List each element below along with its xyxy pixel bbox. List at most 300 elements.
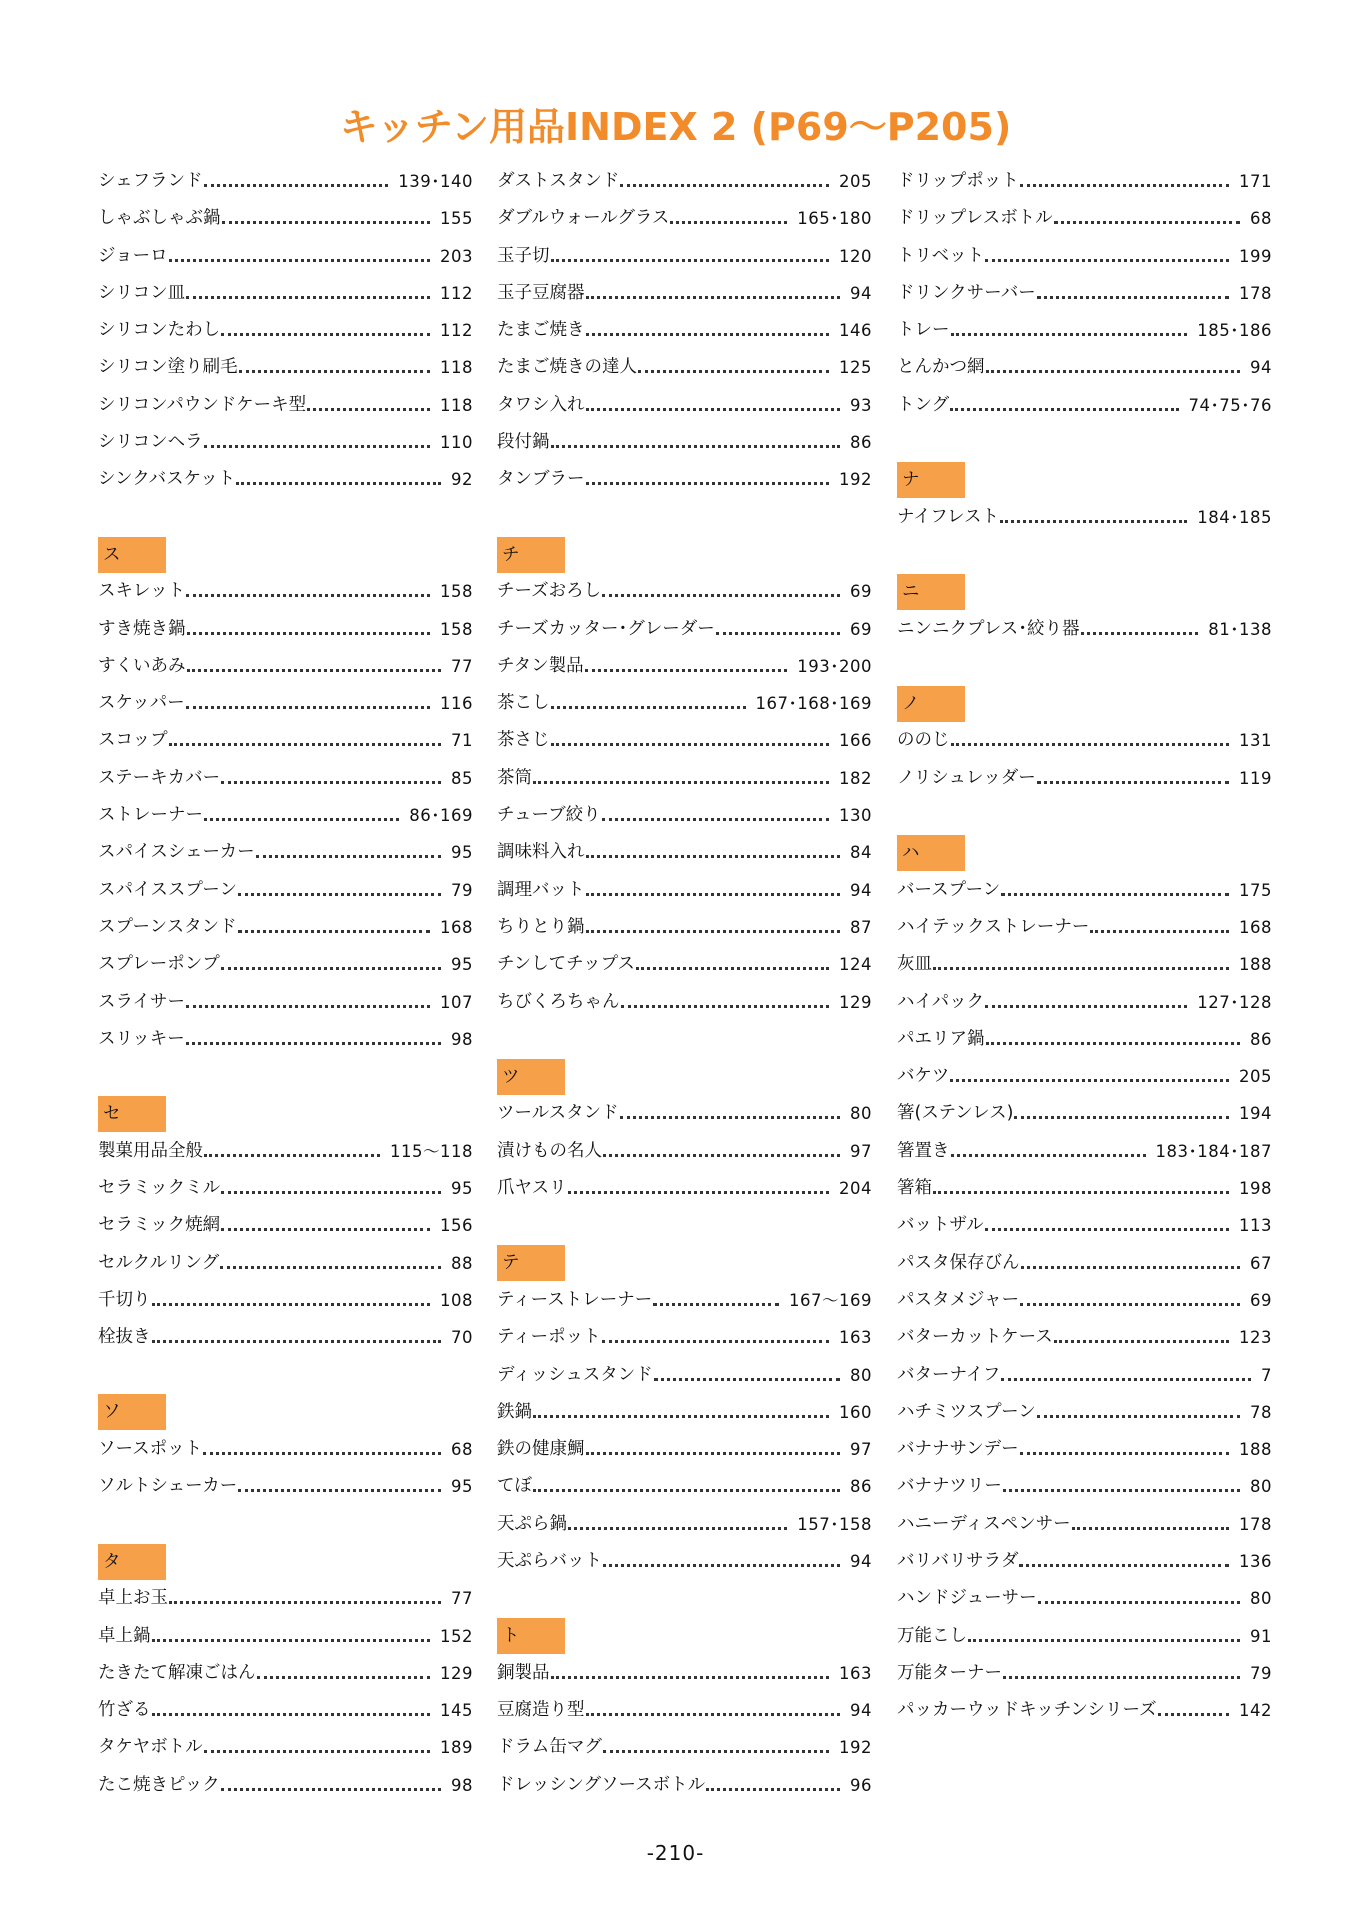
item-name: チューブ絞り [497, 805, 601, 826]
index-entry [897, 1170, 1272, 1207]
dot-leader [222, 200, 431, 237]
section-header: ソ [98, 1394, 166, 1430]
index-entry [497, 424, 872, 461]
index-entry [98, 1207, 473, 1244]
index-entry [897, 1207, 1272, 1244]
index-entry [98, 1618, 473, 1655]
item-name: ダブルウォールグラス [497, 208, 670, 229]
item-name: スライサー [98, 991, 185, 1012]
dot-leader [586, 461, 830, 498]
index-entry [98, 349, 473, 386]
item-name: 茶さじ [497, 730, 550, 751]
dot-leader [186, 275, 430, 312]
page-ref: 86 [1250, 1029, 1272, 1049]
page-ref: 205 [839, 172, 872, 191]
index-entry-line [497, 797, 872, 834]
index-entry [98, 1319, 473, 1356]
dot-leader [653, 1282, 779, 1319]
index-entry-line [897, 1394, 1272, 1431]
index-entry [98, 760, 473, 797]
item-name: てぼ [497, 1476, 532, 1497]
index-entry-line [98, 1319, 473, 1356]
index-entry-line [497, 834, 872, 871]
item-name: 卓上お玉 [98, 1588, 168, 1609]
page-ref: 124 [839, 955, 872, 975]
section-header: チ [497, 537, 565, 573]
index-entry [897, 760, 1272, 797]
item-name: 天ぷら鍋 [497, 1513, 567, 1534]
dot-leader [551, 685, 746, 722]
index-column-2 [497, 163, 872, 1804]
item-name: 天ぷらバット [497, 1550, 602, 1571]
item-name: シリコン皿 [98, 282, 186, 303]
index-entry [98, 163, 473, 200]
index-entry-line [497, 1468, 872, 1505]
page-ref: 88 [451, 1253, 473, 1273]
dot-leader [551, 722, 830, 759]
item-name: パスタ保存びん [897, 1252, 1020, 1273]
section-header-row [497, 1058, 872, 1095]
index-entry [98, 648, 473, 685]
item-name: ドリップポット [897, 171, 1019, 191]
spacer-row [897, 648, 1272, 685]
dot-leader [586, 909, 841, 946]
dot-leader [1081, 611, 1199, 648]
item-name: たまご焼きの達人 [497, 357, 637, 378]
dot-leader [203, 1431, 441, 1468]
section-header: テ [497, 1245, 565, 1281]
page-ref: 94 [850, 1701, 872, 1721]
page-ref: 86･169 [409, 806, 473, 826]
item-name: 箸置き [897, 1140, 950, 1161]
page-ref: 80 [850, 1365, 872, 1385]
page-ref: 79 [1250, 1663, 1272, 1683]
dot-leader [985, 984, 1187, 1021]
index-entry [897, 611, 1272, 648]
dot-leader [568, 1506, 787, 1543]
page-ref: 193･200 [797, 656, 872, 676]
section-header: ハ [897, 835, 965, 871]
page-ref: 167･168･169 [755, 694, 872, 714]
dot-leader [950, 387, 1178, 424]
page-ref: 69 [850, 582, 872, 602]
page-ref: 110 [440, 433, 473, 453]
item-name: 鉄の健康鯛 [497, 1439, 585, 1460]
item-name: パスタメジャー [897, 1289, 1020, 1310]
page-ref: 77 [451, 656, 473, 676]
index-entry [897, 1394, 1272, 1431]
dot-leader [951, 1133, 1146, 1170]
index-entry [98, 1133, 473, 1170]
index-entry [497, 1767, 872, 1804]
dot-leader [670, 200, 787, 237]
page-ref: 71 [451, 731, 473, 751]
page-ref: 118 [440, 358, 473, 378]
item-name: ちりとり鍋 [497, 916, 585, 937]
index-entry [497, 611, 872, 648]
item-name: とんかつ網 [897, 357, 985, 378]
dot-leader [169, 722, 441, 759]
dot-leader [152, 1692, 431, 1729]
item-name: 卓上鍋 [98, 1625, 151, 1646]
index-entry [497, 275, 872, 312]
section-header-row [497, 1618, 872, 1655]
item-name: パエリア鍋 [897, 1028, 985, 1049]
index-entry [98, 1692, 473, 1729]
dot-leader [152, 1618, 431, 1655]
page-ref: 182 [839, 768, 872, 788]
dot-leader [968, 1618, 1240, 1655]
index-entry [497, 349, 872, 386]
section-header: ツ [497, 1059, 565, 1095]
index-entry [897, 722, 1272, 759]
dot-leader [1001, 872, 1229, 909]
page-ref: 192 [839, 1738, 872, 1758]
dot-leader [716, 611, 840, 648]
page-ref: 125 [839, 358, 872, 378]
item-name: ノリシュレッダー [897, 767, 1036, 788]
index-entry [98, 200, 473, 237]
page-ref: 92 [451, 470, 473, 490]
index-entry-line [497, 461, 872, 498]
page-ref: 86 [850, 433, 872, 453]
index-entry [897, 1319, 1272, 1356]
page-ref: 95 [451, 955, 473, 975]
dot-leader [186, 573, 430, 610]
page-ref: 118 [440, 395, 473, 415]
index-entry-line [98, 424, 473, 461]
index-entry [897, 1245, 1272, 1282]
page-ref: 184･185 [1197, 507, 1272, 527]
item-name: ツールスタンド [497, 1103, 619, 1124]
page-ref: 183･184･187 [1155, 1141, 1272, 1161]
index-entry-line [98, 1729, 473, 1766]
dot-leader [1054, 200, 1240, 237]
index-entry-line [897, 1655, 1272, 1692]
index-entry [897, 1506, 1272, 1543]
index-entry-line [98, 1618, 473, 1655]
page-ref: 85 [451, 768, 473, 788]
page-ref: 156 [440, 1216, 473, 1236]
item-name: ソースポット [98, 1439, 203, 1460]
dot-leader [1020, 1282, 1240, 1319]
item-name: 箸箱 [897, 1178, 932, 1199]
page-ref: 194 [1239, 1104, 1272, 1124]
spacer-row [98, 1506, 473, 1543]
page-ref: 120 [839, 246, 872, 266]
page-ref: 86 [850, 1477, 872, 1497]
page-ref: 127･128 [1197, 992, 1272, 1012]
dot-leader [221, 946, 441, 983]
dot-leader [706, 1767, 840, 1804]
page-ref: 192 [839, 470, 872, 490]
dot-leader [186, 1021, 441, 1058]
page-ref: 94 [850, 283, 872, 303]
page-ref: 166 [839, 731, 872, 751]
dot-leader [1020, 1431, 1229, 1468]
page-ref: 80 [1250, 1589, 1272, 1609]
page-ref: 87 [850, 917, 872, 937]
item-name: 銅製品 [497, 1662, 550, 1683]
page-ref: 67 [1250, 1253, 1272, 1273]
item-name: シリコンヘラ [98, 432, 203, 453]
index-entry-line [98, 1431, 473, 1468]
section-header: ト [497, 1618, 565, 1654]
item-name: ティーストレーナー [497, 1289, 653, 1310]
item-name: セルクルリング [98, 1252, 220, 1273]
item-name: バターナイフ [897, 1364, 1001, 1385]
page-ref: 95 [451, 843, 473, 863]
dot-leader [238, 909, 430, 946]
item-name: 鉄鍋 [497, 1401, 532, 1422]
index-entry-line [497, 685, 872, 722]
dot-leader [186, 984, 430, 1021]
spacer-row [98, 1058, 473, 1095]
index-entry [497, 984, 872, 1021]
index-entry [897, 163, 1272, 200]
index-entry [497, 1692, 872, 1729]
page-ref: 97 [850, 1141, 872, 1161]
index-entry-line [98, 1282, 473, 1319]
item-name: ニンニクプレス･絞り器 [897, 618, 1080, 639]
index-entry-line [497, 1319, 872, 1356]
dot-leader [985, 1207, 1229, 1244]
page-ref: 198 [1239, 1179, 1272, 1199]
page-ref: 163 [839, 1663, 872, 1683]
index-entry-line [497, 1692, 872, 1729]
section-header-row [897, 573, 1272, 610]
dot-leader [1020, 163, 1229, 200]
dot-leader [1158, 1692, 1229, 1729]
index-entry-line [98, 1133, 473, 1170]
index-entry-line [98, 275, 473, 312]
dot-leader [950, 1058, 1229, 1095]
item-name: ハイテックストレーナー [897, 916, 1090, 937]
dot-leader [1054, 1319, 1229, 1356]
section-header-row [497, 536, 872, 573]
dot-leader [152, 1282, 431, 1319]
index-entry-line [497, 1133, 872, 1170]
item-name: 豆腐造り型 [497, 1700, 585, 1721]
page-ref: 94 [850, 880, 872, 900]
dot-leader [1000, 499, 1187, 536]
index-entry-line [98, 200, 473, 237]
index-entry-line [497, 1095, 872, 1132]
section-header-row [897, 834, 1272, 871]
dot-leader [186, 685, 430, 722]
index-entry [98, 424, 473, 461]
dot-leader [238, 872, 441, 909]
index-entry-line [497, 200, 872, 237]
dot-leader [256, 834, 441, 871]
index-entry [897, 238, 1272, 275]
dot-leader [204, 424, 430, 461]
page-ref: 157･158 [797, 1514, 872, 1534]
page-ref: 94 [1250, 358, 1272, 378]
item-name: シリコン塗り刷毛 [98, 357, 238, 378]
index-entry [897, 200, 1272, 237]
item-name: 万能こし [897, 1625, 967, 1646]
item-name: 万能ターナー [897, 1662, 1002, 1683]
spacer-row [897, 536, 1272, 573]
item-name: ストレーナー [98, 805, 203, 826]
item-name: バケツ [897, 1066, 950, 1087]
index-entry-line [897, 387, 1272, 424]
index-entry-line [98, 573, 473, 610]
index-entry-line [98, 1655, 473, 1692]
section-header-row [897, 461, 1272, 498]
dot-leader [603, 1543, 840, 1580]
page-ref: 178 [1239, 283, 1272, 303]
item-name: タンブラー [497, 469, 585, 490]
page-ref: 116 [440, 694, 473, 714]
index-entry-line [98, 1245, 473, 1282]
page-ref: 98 [451, 1775, 473, 1795]
section-header-row [897, 685, 1272, 722]
page-ref: 80 [850, 1104, 872, 1124]
index-entry-line [497, 611, 872, 648]
item-name: スプーンスタンド [98, 916, 237, 937]
index-entry-line [497, 722, 872, 759]
item-name: タワシ入れ [497, 394, 585, 415]
index-entry [897, 909, 1272, 946]
index-entry-line [897, 1207, 1272, 1244]
page-ref: 160 [839, 1402, 872, 1422]
index-entry [98, 1431, 473, 1468]
page-ref: 171 [1239, 172, 1272, 191]
index-entry-line [497, 984, 872, 1021]
section-header-row [98, 1543, 473, 1580]
page-ref: 168 [1239, 917, 1272, 937]
index-entry-line [497, 312, 872, 349]
page-ref: 130 [839, 806, 872, 826]
dot-leader [204, 1729, 430, 1766]
index-entry [497, 1431, 872, 1468]
dot-leader [933, 1170, 1229, 1207]
page-ref: 205 [1239, 1067, 1272, 1087]
page-ref: 96 [850, 1775, 872, 1795]
section-header: セ [98, 1096, 166, 1132]
index-entry-line [897, 722, 1272, 759]
page-ref: 115～118 [390, 1141, 473, 1161]
index-entry-line [897, 909, 1272, 946]
item-name: ハチミツスプーン [897, 1401, 1036, 1422]
page-ref: 107 [440, 992, 473, 1012]
page-ref: 79 [451, 880, 473, 900]
item-name: スパイススプーン [98, 879, 237, 900]
page-ref: 68 [451, 1440, 473, 1460]
index-entry-line [98, 312, 473, 349]
dot-leader [985, 238, 1229, 275]
index-entry [98, 238, 473, 275]
spacer-row [98, 1357, 473, 1394]
item-name: 茶こし [497, 693, 550, 714]
item-name: しゃぶしゃぶ鍋 [98, 208, 221, 229]
page-ref: 81･138 [1208, 619, 1272, 639]
page-ref: 95 [451, 1477, 473, 1497]
dot-leader [307, 387, 430, 424]
page-ref: 189 [440, 1738, 473, 1758]
item-name: チーズカッター･グレーダー [497, 618, 715, 639]
item-name: ドラム缶マグ [497, 1737, 602, 1758]
index-entry-line [897, 984, 1272, 1021]
page-ref: 74･75･76 [1188, 395, 1272, 415]
index-entry [897, 1543, 1272, 1580]
index-entry-line [98, 238, 473, 275]
dot-leader [986, 1021, 1241, 1058]
index-entry [497, 685, 872, 722]
index-entry [497, 1729, 872, 1766]
page-ref: 78 [1250, 1402, 1272, 1422]
index-entry-line [98, 722, 473, 759]
page-ref: 7 [1261, 1365, 1272, 1385]
dot-leader [551, 424, 841, 461]
index-entry [497, 834, 872, 871]
dot-leader [187, 648, 442, 685]
section-header: タ [98, 1544, 166, 1580]
spacer-row [897, 797, 1272, 834]
index-entry-line [98, 648, 473, 685]
dot-leader [221, 312, 430, 349]
index-entry [897, 872, 1272, 909]
item-name: タケヤボトル [98, 1737, 203, 1758]
dot-leader [603, 1133, 840, 1170]
index-entry [897, 1282, 1272, 1319]
dot-leader [221, 760, 441, 797]
index-entry [897, 1692, 1272, 1729]
dot-leader [1090, 909, 1229, 946]
dot-leader [533, 1468, 840, 1505]
index-entry [897, 984, 1272, 1021]
dot-leader [586, 275, 841, 312]
index-entry-line [497, 872, 872, 909]
item-name: シリコンパウンドケーキ型 [98, 394, 307, 415]
section-header-row [497, 1245, 872, 1282]
item-name: 段付鍋 [497, 432, 550, 453]
index-entry [897, 275, 1272, 312]
page-ref: 98 [451, 1029, 473, 1049]
dot-leader [951, 312, 1188, 349]
dot-leader [1021, 1245, 1241, 1282]
index-entry-line [98, 797, 473, 834]
spacer-row [497, 499, 872, 536]
item-name: 製菓用品全般 [98, 1140, 203, 1161]
index-entry [98, 1282, 473, 1319]
page-ref: 112 [440, 283, 473, 303]
page-ref: 68 [1250, 209, 1272, 229]
dot-leader [204, 163, 389, 200]
index-entry-line [98, 1468, 473, 1505]
index-entry [497, 238, 872, 275]
index-entry-line [897, 1692, 1272, 1729]
dot-leader [257, 1655, 431, 1692]
item-name: 千切り [98, 1289, 151, 1310]
index-entry [98, 834, 473, 871]
item-name: チンしてチップス [497, 954, 635, 975]
item-name: 漬けもの名人 [497, 1140, 602, 1161]
page-ref: 112 [440, 321, 473, 341]
item-name: すき焼き鍋 [98, 618, 186, 639]
index-entry [98, 797, 473, 834]
index-entry [897, 1058, 1272, 1095]
index-entry-line [897, 312, 1272, 349]
page-ref: 95 [451, 1179, 473, 1199]
page-ref: 142 [1239, 1701, 1272, 1721]
index-entry [98, 685, 473, 722]
index-entry [497, 1357, 872, 1394]
index-entry [897, 1618, 1272, 1655]
index-entry [497, 1543, 872, 1580]
